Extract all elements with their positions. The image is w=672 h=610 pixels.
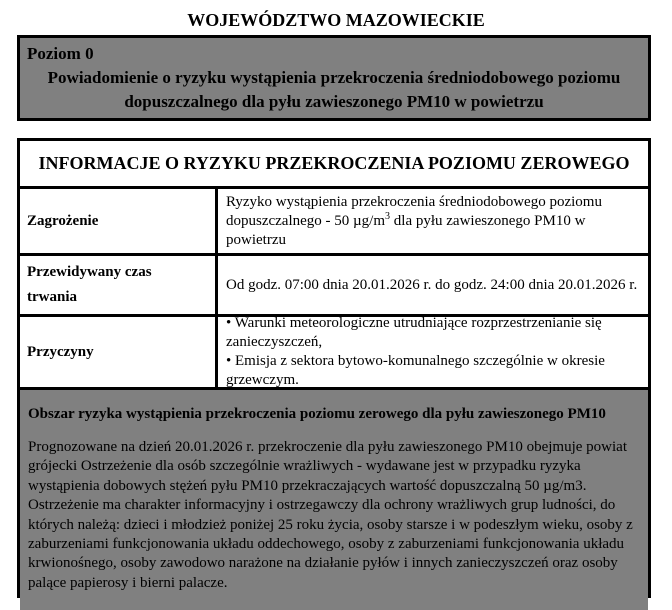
alert-level-description: Powiadomienie o ryzyku wystąpienia przekroczenia średniodobowego poziomu dopuszczalnego dla pyłu zawieszonego PM10 w powietrzu bbox=[47, 68, 621, 111]
region-title: WOJEWÓDZTWO MAZOWIECKIE bbox=[187, 10, 485, 30]
row-threat-label: Zagrożenie bbox=[20, 189, 218, 253]
risk-area-section bbox=[20, 390, 648, 610]
threat-text-part2: dla pyłu zawieszonego PM10 w powietrzu bbox=[226, 212, 586, 248]
threat-text-part1: Ryzyko wystąpienia przekroczenia średniodobowego poziomu dopuszczalnego - 50 µg/m bbox=[226, 193, 602, 229]
alert-level-box bbox=[17, 35, 651, 121]
row-duration-value: Od godz. 07:00 dnia 20.01.2026 r. do godz. 24:00 dnia 20.01.2026 r. bbox=[226, 276, 638, 293]
row-causes-label: Przyczyny bbox=[20, 317, 218, 387]
row-causes-value bbox=[226, 317, 642, 387]
risk-area-text: Prognozowane na dzień 20.01.2026 r. przekroczenie dla pyłu zawieszonego PM10 obejmuje powiat grójecki Ostrzeżenie dla osób szczególnie wrażliwych - wydawane jest w przypadku ryzyka wystąpienia dobowych stężeń pyłu PM10 przekraczających wartość dopuszczalną 50 µg/m3. Ostrzeżenie ma charakter informacyjny i ostrzegawczy dla ochrony wrażliwych grup ludności, do których należą: dzieci i młodzież poniżej 25 roku życia, osoby starsze i w podeszłym wieku, osoby z zaburzeniami funkcjonowania układu oddechowego, osoby z zaburzeniami funkcjonowania układu krwionośnego, osoby zawodowo narażone na działanie pyłów i innych zanieczyszczeń oraz osoby palące papierosy i bierni palacze. bbox=[28, 439, 633, 591]
alert-level-label: Poziom 0 bbox=[27, 44, 94, 63]
threat-superscript: 3 bbox=[385, 210, 391, 222]
row-threat bbox=[20, 189, 648, 256]
cause-item: • Warunki meteorologiczne utrudniające rozprzestrzenianie się zanieczyszczeń, bbox=[226, 315, 602, 350]
row-causes bbox=[20, 317, 648, 390]
row-threat-value bbox=[226, 189, 642, 253]
cause-item: • Emisja z sektora bytowo-komunalnego szczególnie w okresie grzewczym. bbox=[226, 353, 605, 388]
row-duration-label-text: Przewidywany czas trwania bbox=[27, 264, 152, 305]
risk-info-header: INFORMACJE O RYZYKU PRZEKROCZENIA POZIOMU ZEROWEGO bbox=[20, 141, 648, 189]
row-duration bbox=[20, 256, 648, 317]
risk-area-title: Obszar ryzyka wystąpienia przekroczenia poziomu zerowego dla pyłu zawieszonego PM10 bbox=[28, 406, 606, 422]
risk-info-table bbox=[17, 138, 651, 598]
row-duration-label bbox=[20, 256, 218, 314]
